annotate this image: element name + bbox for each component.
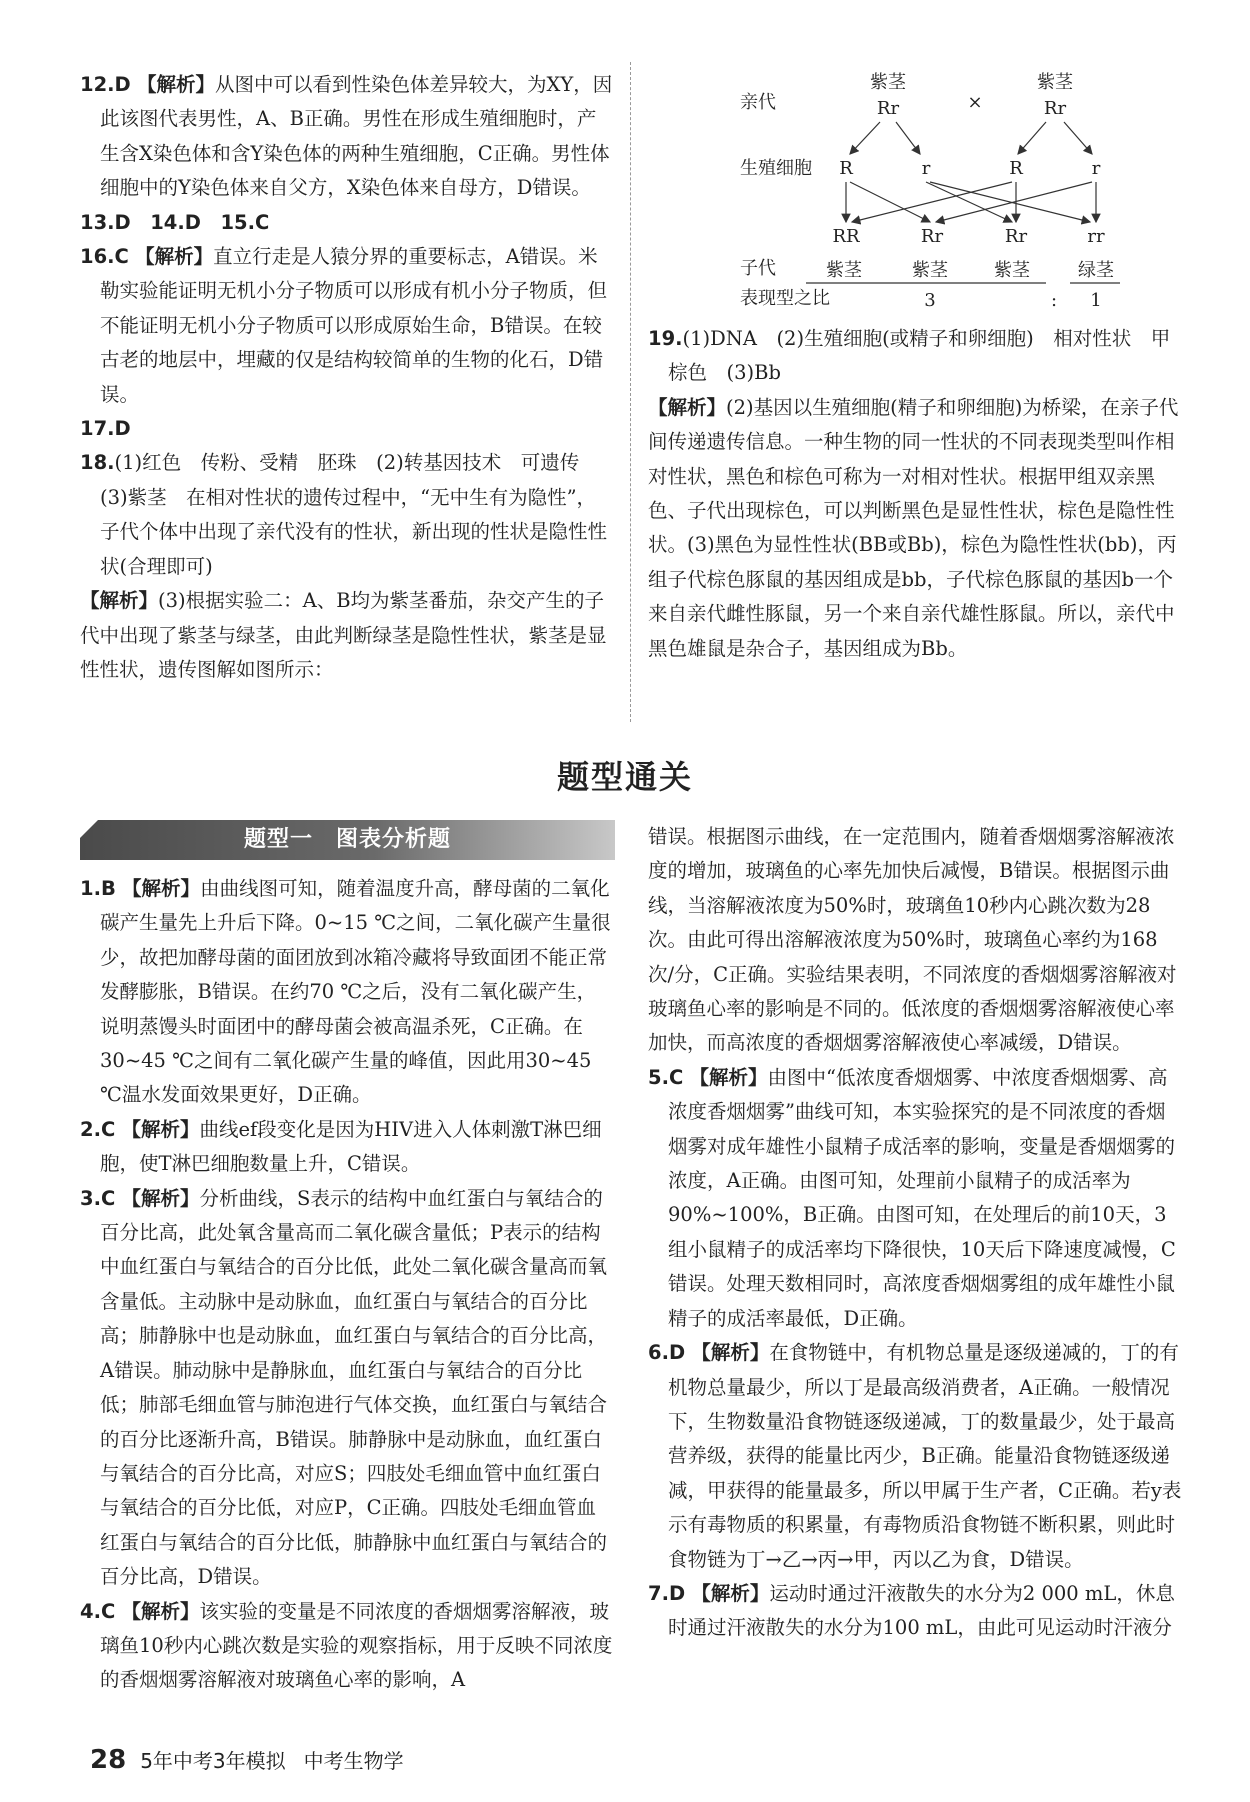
offspring-pheno-1: 紫茎 xyxy=(826,260,862,281)
cross-symbol: × xyxy=(967,92,983,113)
page-number: 28 xyxy=(90,1745,127,1775)
offspring-2: Rr xyxy=(920,226,944,247)
genetic-cross-diagram xyxy=(740,70,1160,320)
answer-1: 1.B 【解析】由曲线图可知，随着温度升高，酵母菌的二氧化碳产生量先上升后下降。0~15 ℃之间，二氧化碳产生量很少，故把加酵母菌的面团放到冰箱冷藏将导致面团不能正常发酵膨胀，B错误。在约70 ℃之后，没有二氧化碳产生，说明蒸馒头时面团中的酵母菌会被高温杀死，C正确。在30~45 ℃之间有二氧化碳产生量的峰值，因此用30~45 ℃温水发面效果更好，D正确。 xyxy=(80,877,611,1107)
parent2-genotype: Rr xyxy=(1043,98,1067,119)
column-divider xyxy=(630,62,631,722)
answer-17: 17.D xyxy=(80,417,131,441)
answer-2: 2.C 【解析】曲线ef段变化是因为HIV进入人体刺激T淋巴细胞，使T淋巴细胞数量上升，C错误。 xyxy=(80,1117,602,1176)
answer-18: 18.(1)红色 传粉、受精 胚珠 (2)转基因技术 可遗传 (3)紫茎 在相对性状的遗传过程中，“无中生有为隐性”，子代个体中出现了亲代没有的性状，新出现的性状是隐性性状(合理即可) xyxy=(80,451,608,578)
offspring-4: rr xyxy=(1087,226,1105,247)
answer-6: 6.D 【解析】在食物链中，有机物总量是逐级递减的，丁的有机物总量最少，所以丁是最高级消费者，A正确。一般情况下，生物数量沿食物链逐级递减，丁的数量最少，处于最高营养级，获得的能量比丙少，B正确。能量沿食物链逐级递减，甲获得的能量最多，所以甲属于生产者，C正确。若y表示有毒物质的积累量，有毒物质沿食物链不断积累，则此时食物链为丁→乙→丙→甲，丙以乙为食，D错误。 xyxy=(648,1341,1182,1571)
row-label-ratio: 表现型之比 xyxy=(740,288,830,309)
arrow-p2-R xyxy=(1018,122,1046,154)
answer-18-analysis: 【解析】(3)根据实验二：A、B均为紫茎番茄，杂交产生的子代中出现了紫茎与绿茎，由此判断绿茎是隐性性状，紫茎是显性性状，遗传图解如图所示： xyxy=(80,589,607,681)
gamete-1: R xyxy=(839,158,853,179)
answer-7: 7.D 【解析】运动时通过汗液散失的水分为2 000 mL，休息时通过汗液散失的水分为100 mL，由此可见运动时汗液分 xyxy=(648,1581,1175,1640)
right-bottom-column xyxy=(648,820,1183,1646)
answer-16: 16.C 【解析】直立行走是人猿分界的重要标志，A错误。米勒实验能证明无机小分子物质可以形成有机小分子物质，但不能证明无机小分子物质可以形成原始生命，B错误。在较古老的地层中，埋藏的仅是结构较简单的生物的化石，D错误。 xyxy=(80,245,608,406)
answer-4: 4.C 【解析】该实验的变量是不同浓度的香烟烟雾溶解液，玻璃鱼10秒内心跳次数是实验的观察指标，用于反映不同浓度的香烟烟雾溶解液对玻璃鱼心率的影响，A xyxy=(80,1599,613,1692)
left-bottom-column xyxy=(80,872,615,1698)
answer-5: 5.C 【解析】由图中“低浓度香烟烟雾、中浓度香烟烟雾、高浓度香烟烟雾”曲线可知，本实验探究的是不同浓度的香烟烟雾对成年雄性小鼠精子成活率的影响，变量是香烟烟雾的浓度，A正确。由图可知，处理前小鼠精子的成活率为90%~100%，B正确。由图可知，在处理后的前10天，3组小鼠精子的成活率均下降很快，10天后下降速度减慢，C错误。处理天数相同时，高浓度香烟烟雾组的成年雄性小鼠精子的成活率最低，D正确。 xyxy=(648,1065,1176,1330)
gamete-4: r xyxy=(1091,158,1101,179)
right-top-column xyxy=(648,322,1190,666)
gamete-2: r xyxy=(921,158,931,179)
arrow-g2-o4 xyxy=(930,182,1090,222)
arrow-g4-o2 xyxy=(936,182,1092,222)
row-label-offspring: 子代 xyxy=(740,258,776,279)
ratio-recessive: 1 xyxy=(1090,290,1102,311)
arrow-g1-o2 xyxy=(850,182,930,222)
section-title: 题型通关 xyxy=(556,758,693,796)
arrow-g2-o3 xyxy=(926,182,1012,222)
offspring-pheno-4: 绿茎 xyxy=(1078,260,1114,281)
page-footer xyxy=(90,1745,404,1775)
ratio-dominant: 3 xyxy=(924,290,936,311)
parent2-phenotype: 紫茎 xyxy=(1037,72,1073,93)
subject-title: 中考生物学 xyxy=(303,1749,404,1773)
arrow-p2-r xyxy=(1064,122,1092,154)
offspring-1: RR xyxy=(832,226,860,247)
answer-12: 12.D 【解析】从图中可以看到性染色体差异较大，为XY，因此该图代表男性，A、B正确。男性在形成生殖细胞时，产生含X染色体和含Y染色体的两种生殖细胞，C正确。男性体细胞中的Y染色体来自父方，X染色体来自母方，D错误。 xyxy=(80,73,613,200)
parent1-genotype: Rr xyxy=(876,98,900,119)
row-label-parent: 亲代 xyxy=(740,92,776,113)
genetic-cross-svg xyxy=(740,70,1160,320)
book-title: 5年中考3年模拟 xyxy=(140,1749,286,1773)
answer-4-continued: 错误。根据图示曲线，在一定范围内，随着香烟烟雾溶解液浓度的增加，玻璃鱼的心率先加快后减慢，B错误。根据图示曲线，当溶解液浓度为50%时，玻璃鱼10秒内心跳次数为28次。由此可得出溶解液浓度为50%时，玻璃鱼心率约为168次/分，C正确。实验结果表明，不同浓度的香烟烟雾溶解液对玻璃鱼心率的影响是不同的。低浓度的香烟烟雾溶解液使心率加快，而高浓度的香烟烟雾溶解液使心率减缓，D错误。 xyxy=(648,825,1177,1055)
offspring-pheno-2: 紫茎 xyxy=(912,260,948,281)
arrow-p1-r xyxy=(896,122,920,154)
ratio-colon: : xyxy=(1050,290,1058,311)
row-label-gamete: 生殖细胞 xyxy=(740,158,812,179)
arrow-g3-o1 xyxy=(852,182,1012,222)
parent1-phenotype: 紫茎 xyxy=(870,72,906,93)
gamete-3: R xyxy=(1009,158,1023,179)
arrow-p1-R xyxy=(850,122,880,154)
offspring-pheno-3: 紫茎 xyxy=(994,260,1030,281)
answer-19: 19.(1)DNA (2)生殖细胞(或精子和卵细胞) 相对性状 甲 棕色 (3)Bb xyxy=(648,327,1190,385)
answer-3: 3.C 【解析】分析曲线，S表示的结构中血红蛋白与氧结合的百分比高，此处氧含量高而二氧化碳含量低；P表示的结构中血红蛋白与氧结合的百分比低，此处二氧化碳含量高而氧含量低。主动脉中是动脉血，血红蛋白与氧结合的百分比高；肺静脉中也是动脉血，血红蛋白与氧结合的百分比高，A错误。肺动脉中是静脉血，血红蛋白与氧结合的百分比低；肺部毛细血管与肺泡进行气体交换，血红蛋白与氧结合的百分比逐渐升高，B错误。肺静脉中是动脉血，血红蛋白与氧结合的百分比高，对应S；四肢处毛细血管中血红蛋白与氧结合的百分比低，对应P，C正确。四肢处毛细血管血红蛋白与氧结合的百分比低，肺静脉中血红蛋白与氧结合的百分比高，D错误。 xyxy=(80,1186,608,1589)
answer-19-analysis: 【解析】(2)基因以生殖细胞(精子和卵细胞)为桥梁，在亲子代间传递遗传信息。一种生物的同一性状的不同表现类型叫作相对性状，黑色和棕色可称为一对相对性状。根据甲组双亲黑色、子代出现棕色，可以判断黑色是显性性状，棕色是隐性性状。(3)黑色为显性性状(BB或Bb)，棕色为隐性性状(bb)，丙组子代棕色豚鼠的基因组成是bb，子代棕色豚鼠的基因b一个来自亲代雌性豚鼠，另一个来自亲代雄性豚鼠。所以，亲代中黑色雄鼠是杂合子，基因组成为Bb。 xyxy=(648,395,1179,660)
offspring-3: Rr xyxy=(1004,226,1028,247)
answer-13-15: 13.D 14.D 15.C xyxy=(80,210,270,234)
banner-title: 题型一 图表分析题 xyxy=(243,827,451,852)
left-top-column xyxy=(80,68,615,687)
